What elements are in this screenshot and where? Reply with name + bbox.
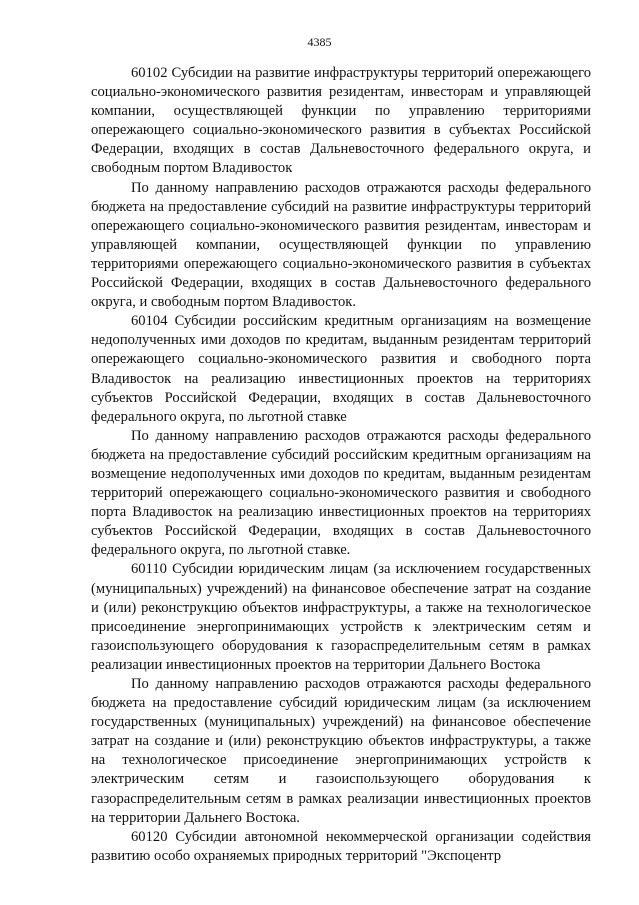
paragraph-60120-heading: 60120 Субсидии автономной некоммерческой организации содействия развитию особо охраняемых природных территорий "Экспоцентр [91,828,591,864]
page-number: 4385 [307,35,332,49]
paragraph-60104-description: По данному направлению расходов отражаются расходы федерального бюджета на предоставление субсидий российским кредитным организациям на возмещение недополученных ими доходов по кредитам, выданным резидентам территорий опережающего социально-экономического развития и свободного порта Владивосток на реализацию инвестиционных проектов на территориях субъектов Российской Федерации, входящих в состав Дальневосточного федерального округа, по льготной ставке. [91,427,591,559]
paragraph-60102-heading: 60102 Субсидии на развитие инфраструктуры территорий опережающего социально-экономического развития резидентам, инвесторам и управляющей компании, осуществляющей функции по управлению территориями опережающего социально-экономического развития в субъектах Российской Федерации, входящих в состав Дальневосточного федерального округа, и свободным портом Владивосток [91,65,591,177]
paragraph-60102-description: По данному направлению расходов отражаются расходы федерального бюджета на предоставление субсидий на развитие инфраструктуры территорий опережающего социально-экономического развития резидентам, инвесторам и управляющей компании, осуществляющей функции по управлению территориями опережающего социально-экономического развития в субъектах Российской Федерации, входящих в состав Дальневосточного федерального округа, и свободным портом Владивосток. [91,179,591,311]
document-body [91,64,591,866]
paragraph-60110-description: По данному направлению расходов отражаются расходы федерального бюджета на предоставление субсидий юридическим лицам (за исключением государственных (муниципальных) учреждений) на финансовое обеспечение затрат на создание и (или) реконструкцию объектов инфраструктуры, а также на технологическое присоединение энергопринимающих устройств к электрическим сетям и газоиспользующего оборудования к газораспределительным сетям в рамках реализации инвестиционных проектов на территории Дальнего Востока. [91,676,591,826]
paragraph-60104-heading: 60104 Субсидии российским кредитным организациям на возмещение недополученных ими доходов по кредитам, выданным резидентам территорий опережающего социально-экономического развития и свободного порта Владивосток на реализацию инвестиционных проектов на территориях субъектов Российской Федерации, входящих в состав Дальневосточного федерального округа, по льготной ставке [91,313,591,425]
paragraph-60110-heading: 60110 Субсидии юридическим лицам (за исключением государственных (муниципальных) учреждений) на финансовое обеспечение затрат на создание и (или) реконструкцию объектов инфраструктуры, а также на технологическое присоединение энергопринимающих устройств к электрическим сетям и газоиспользующего оборудования к газораспределительным сетям в рамках реализации инвестиционных проектов на территории Дальнего Востока [91,561,591,673]
